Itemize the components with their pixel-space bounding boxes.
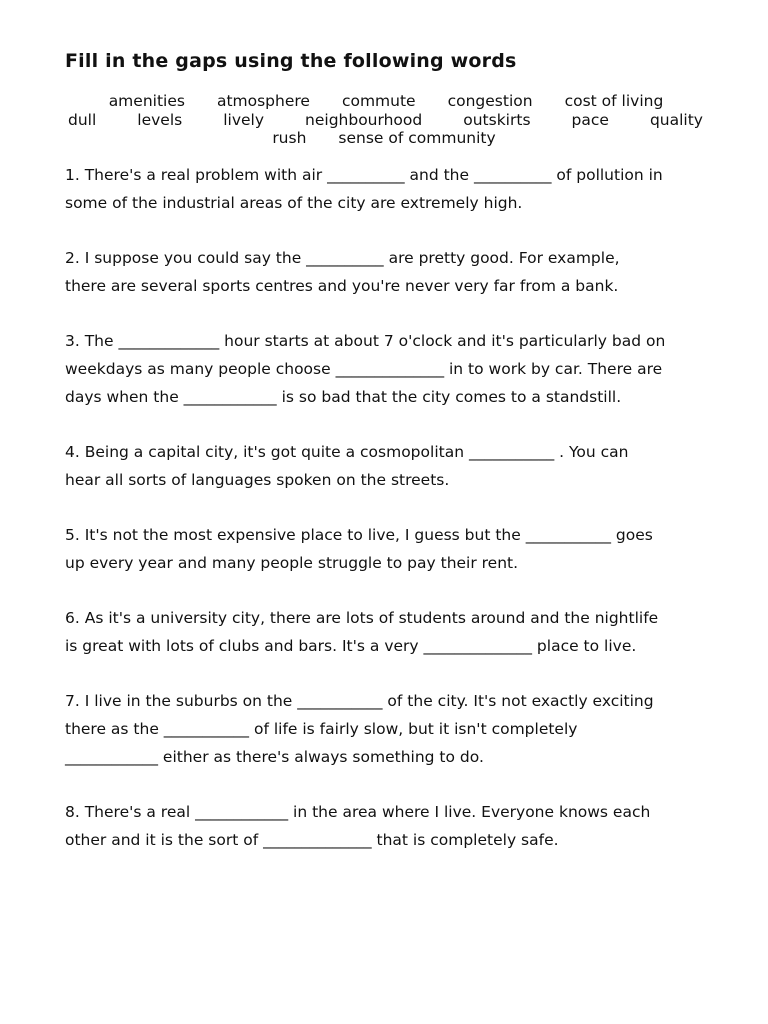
question-2 (65, 244, 725, 300)
word-bank-item: pace (571, 110, 609, 129)
question-line: 3. The _____________ hour starts at about 7 o'clock and it's particularly bad on (65, 332, 666, 350)
question-line: is great with lots of clubs and bars. It's a very ______________ place to live. (65, 637, 637, 655)
word-bank (60, 92, 708, 148)
question-6 (65, 604, 725, 660)
word-bank-row-2 (60, 111, 708, 130)
word-bank-row-1 (60, 92, 708, 111)
question-line: some of the industrial areas of the city are extremely high. (65, 194, 523, 212)
word-bank-row-3 (60, 129, 708, 148)
question-7 (65, 687, 725, 771)
question-1 (65, 161, 725, 217)
question-line: 6. As it's a university city, there are lots of students around and the nightlife (65, 609, 659, 627)
word-bank-item: levels (137, 110, 183, 129)
word-bank-item: rush (272, 129, 307, 147)
question-line: hear all sorts of languages spoken on the streets. (65, 471, 450, 489)
question-8 (65, 798, 725, 854)
question-list (65, 161, 725, 881)
word-bank-item: atmosphere (216, 92, 310, 110)
word-bank-item: lively (223, 110, 265, 129)
word-bank-item: sense of community (338, 129, 496, 147)
word-bank-item: outskirts (463, 110, 531, 129)
question-line: ____________ either as there's always something to do. (65, 748, 484, 766)
question-line: other and it is the sort of ______________ that is completely safe. (65, 831, 559, 849)
word-bank-item: quality (649, 110, 703, 129)
question-line: 2. I suppose you could say the __________ are pretty good. For example, (65, 249, 620, 267)
word-bank-item: dull (68, 110, 97, 129)
question-line: 4. Being a capital city, it's got quite a cosmopolitan ___________ . You can (65, 443, 629, 461)
question-line: days when the ____________ is so bad that the city comes to a standstill. (65, 388, 622, 406)
word-bank-item: congestion (447, 92, 533, 110)
question-line: there as the ___________ of life is fairly slow, but it isn't completely (65, 720, 578, 738)
question-5 (65, 521, 725, 577)
word-bank-item: commute (341, 92, 416, 110)
question-3 (65, 327, 725, 411)
question-4 (65, 438, 725, 494)
word-bank-item: neighbourhood (305, 110, 423, 129)
question-line: 1. There's a real problem with air __________ and the __________ of pollution in (65, 166, 663, 184)
question-line: there are several sports centres and you're never very far from a bank. (65, 277, 619, 295)
question-line: up every year and many people struggle to pay their rent. (65, 554, 519, 572)
question-line: 8. There's a real ____________ in the area where I live. Everyone knows each (65, 803, 651, 821)
word-bank-item: cost of living (564, 92, 664, 110)
question-line: 7. I live in the suburbs on the ___________ of the city. It's not exactly exciting (65, 692, 654, 710)
worksheet-title: Fill in the gaps using the following words (65, 50, 517, 72)
question-line: 5. It's not the most expensive place to live, I guess but the ___________ goes (65, 526, 653, 544)
word-bank-item: amenities (108, 92, 185, 110)
question-line: weekdays as many people choose ______________ in to work by car. There are (65, 360, 663, 378)
